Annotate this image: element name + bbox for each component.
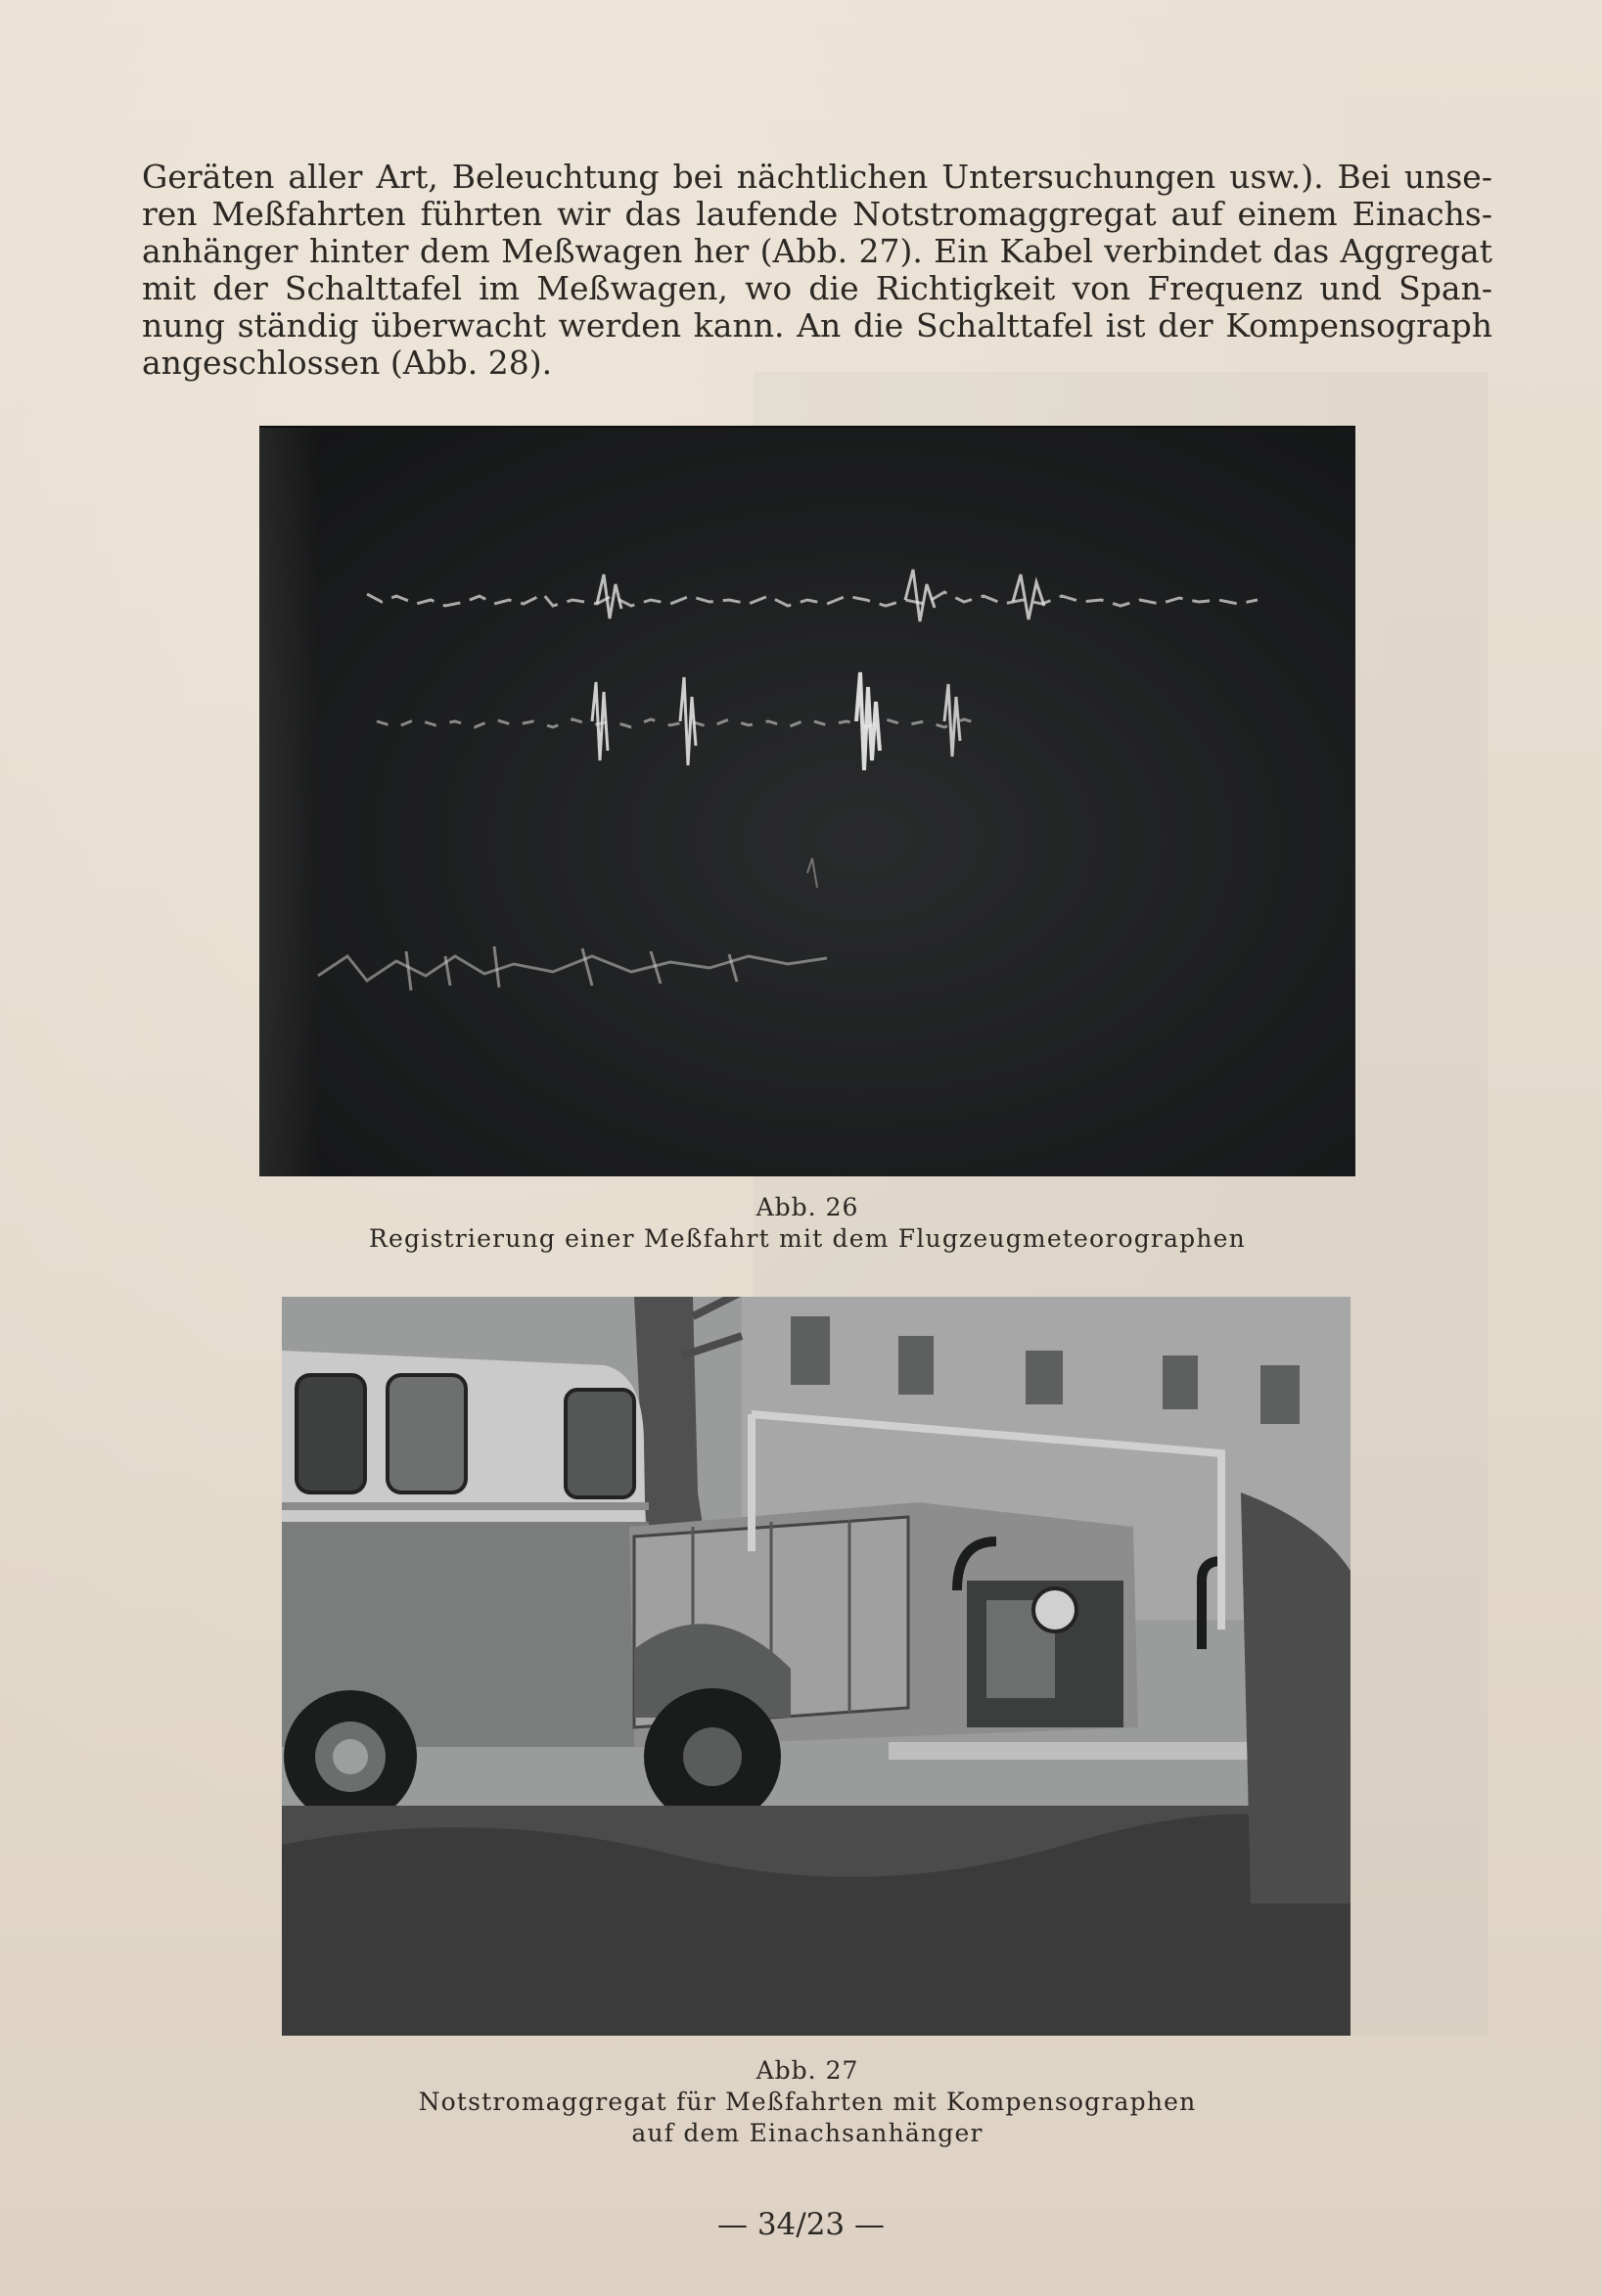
paragraph-line: mit der Schalttafel im Meßwagen, wo die Richtigkeit von Frequenz und Span- — [142, 269, 1492, 307]
paragraph-line: Geräten aller Art, Beleuchtung bei nächtlichen Untersuchungen usw.). Bei unse- — [142, 158, 1492, 196]
figure-27-caption — [259, 2055, 1355, 2149]
figure-27-photo — [282, 1297, 1350, 2036]
figure-26-photo — [259, 426, 1355, 1176]
figure-label: Abb. 26 — [755, 1193, 859, 1221]
figure-26-caption — [259, 1192, 1355, 1255]
trailer-photograph — [282, 1297, 1350, 2036]
paragraph-line: nung ständig überwacht werden kann. An die Schalttafel ist der Kompensograph — [142, 306, 1492, 344]
figure-caption-text: auf dem Einachsanhänger — [631, 2119, 984, 2147]
body-paragraph — [142, 159, 1492, 382]
paragraph-line: ren Meßfahrten führten wir das laufende Notstromaggregat auf einem Einachs- — [142, 195, 1492, 233]
figure-caption-text: Notstromaggregat für Meßfahrten mit Kompensographen — [418, 2088, 1197, 2116]
figure-caption-text: Registrierung einer Meßfahrt mit dem Flugzeugmeteorographen — [369, 1224, 1246, 1253]
recording-traces — [259, 428, 1355, 1176]
paragraph-line: angeschlossen (Abb. 28). — [142, 344, 553, 382]
paragraph-line: anhänger hinter dem Meßwagen her (Abb. 27). Ein Kabel verbindet das Aggregat — [142, 232, 1492, 270]
page-number: — 34/23 — — [716, 2207, 886, 2242]
figure-label: Abb. 27 — [755, 2056, 859, 2085]
